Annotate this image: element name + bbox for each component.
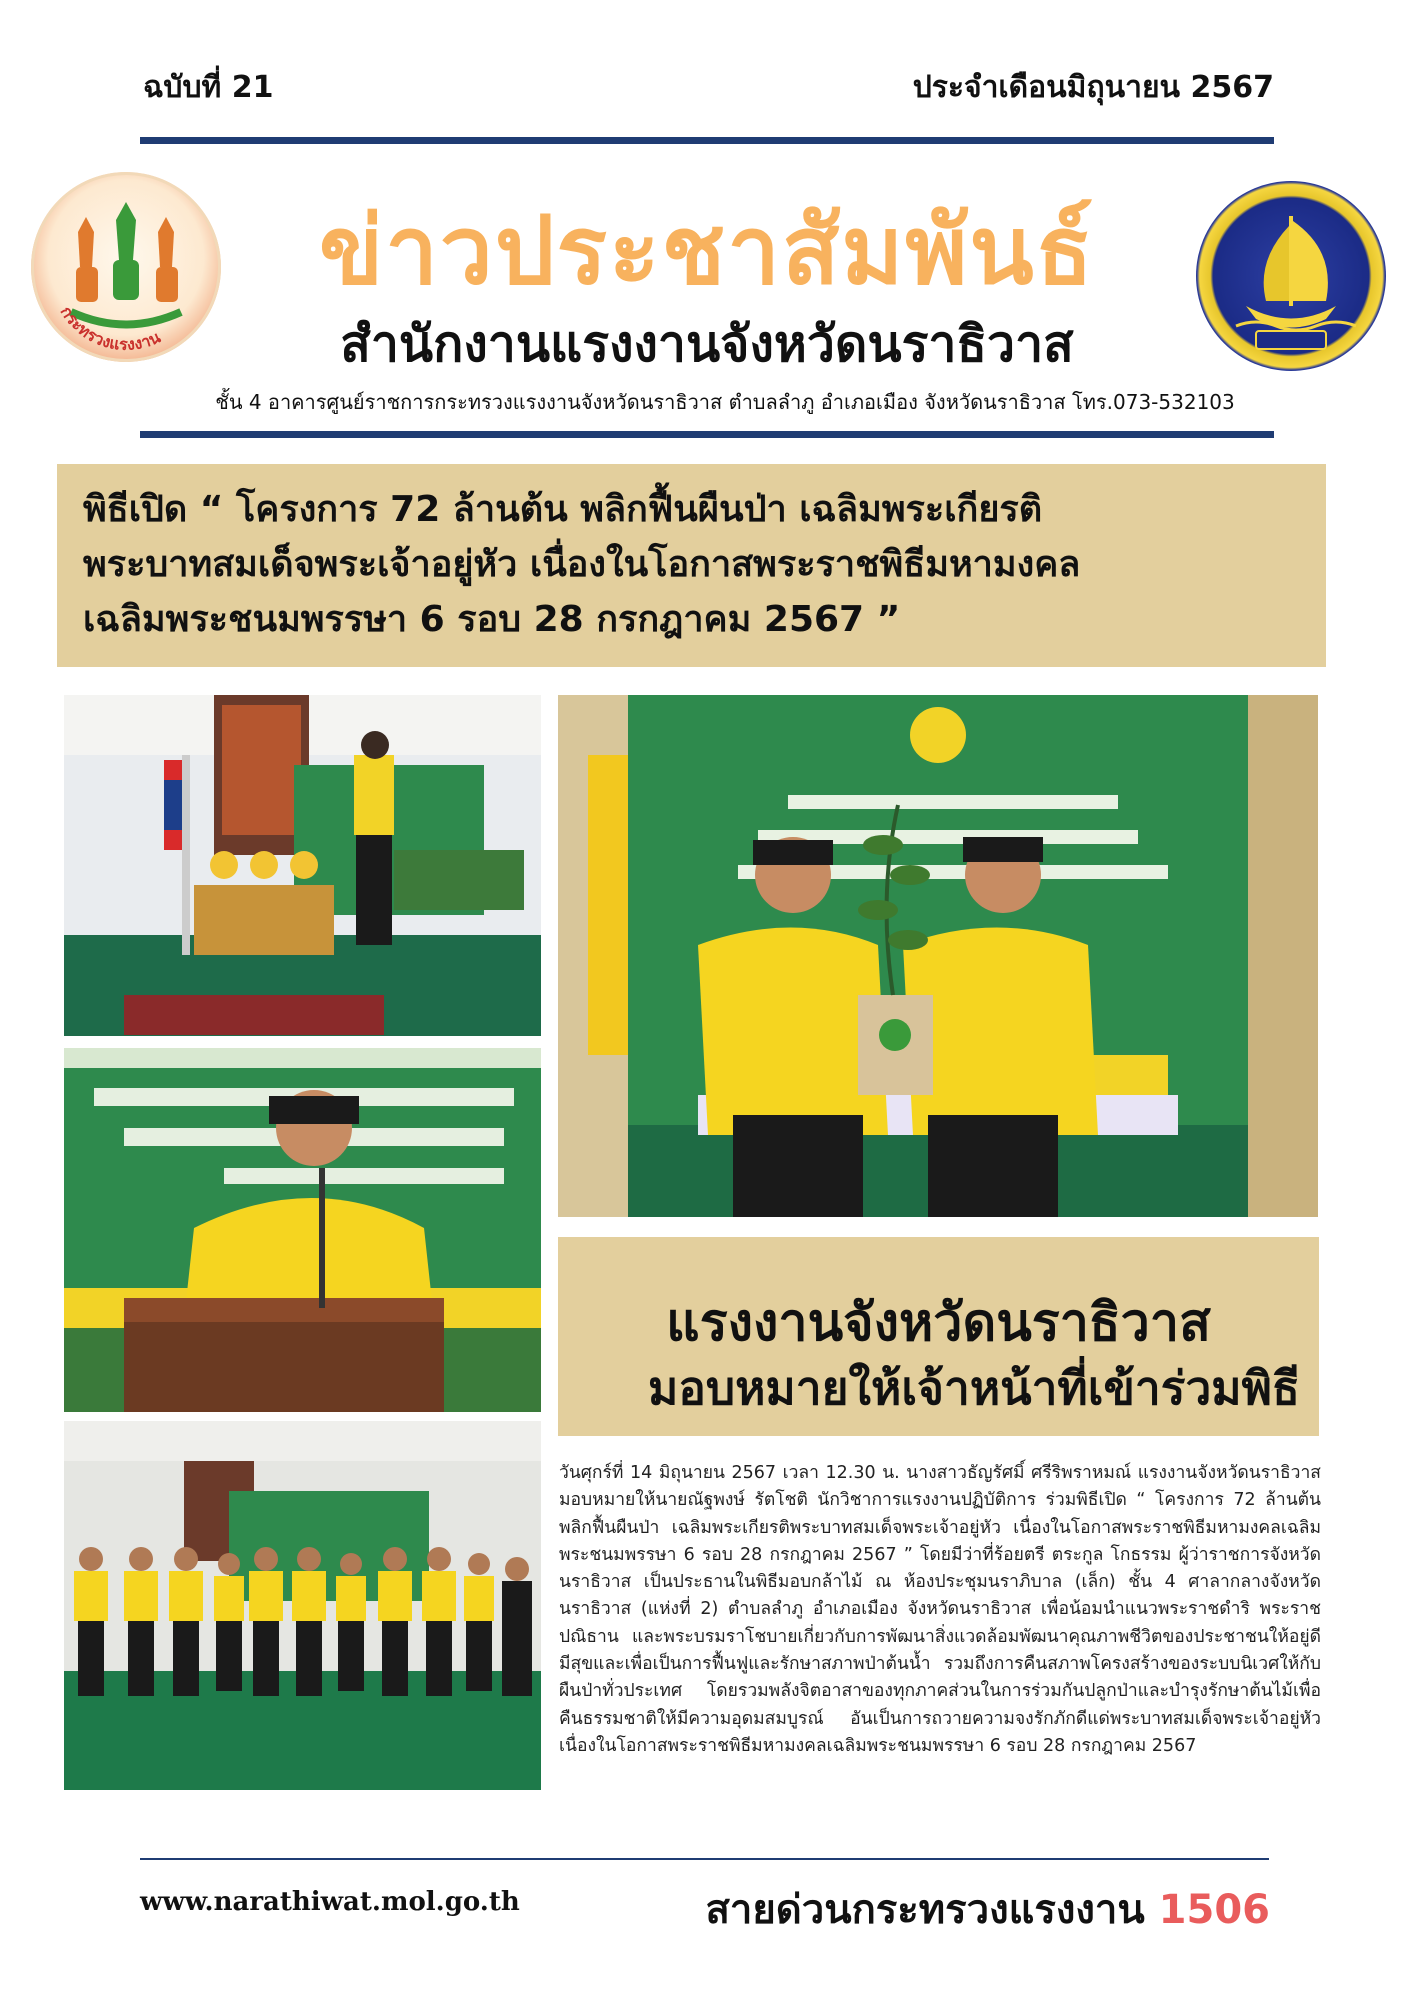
- issue-month: ประจำเดือนมิถุนายน 2567: [912, 70, 1274, 105]
- section-subheading: มอบหมายให้เจ้าหน้าที่เข้าร่วมพิธี: [647, 1361, 1300, 1415]
- section-heading: แรงงานจังหวัดนราธิวาส: [666, 1293, 1211, 1353]
- headline-line-1: พิธีเปิด “ โครงการ 72 ล้านต้น พลิกฟื้นผืนป่า เฉลิมพระเกียรติ: [83, 489, 1043, 530]
- photo-seedling-handover: [558, 695, 1318, 1217]
- ministry-of-labour-logo: [31, 172, 221, 362]
- footer-rule: [140, 1858, 1269, 1860]
- page-title: ข่าวประชาสัมพันธ์: [319, 197, 1095, 306]
- photo-speaker-podium: [64, 1048, 541, 1412]
- hotline-label: สายด่วนกระทรวงแรงงาน: [705, 1887, 1145, 1933]
- header-top-rule: [140, 137, 1274, 144]
- narathiwat-province-seal: [1196, 181, 1386, 371]
- website-link[interactable]: www.narathiwat.mol.go.th: [140, 1887, 520, 1917]
- headline-line-3: เฉลิมพระชนมพรรษา 6 รอบ 28 กรกฎาคม 2567 ”: [83, 599, 901, 640]
- issue-number: ฉบับที่ 21: [143, 70, 274, 105]
- office-address: ชั้น 4 อาคารศูนย์ราชการกระทรวงแรงงานจังหวัดนราธิวาส ตำบลลำภู อำเภอเมือง จังหวัดนราธิวาส โทร.073-532103: [215, 390, 1235, 414]
- header-bottom-rule: [140, 431, 1274, 438]
- headline: [83, 482, 1313, 647]
- article-body: วันศุกร์ที่ 14 มิถุนายน 2567 เวลา 12.30 น. นางสาวธัญรัศมิ์ ศรีริพราหมณ์ แรงงานจังหวัดนราธิวาส มอบหมายให้นายณัฐพงษ์ รัตโชติ นักวิชาการแรงงานปฏิบัติการ ร่วมพิธีเปิด “ โครงการ 72 ล้านต้น พลิกฟื้นผืนป่า เฉลิมพระเกียรติพระบาทสมเด็จพระเจ้าอยู่หัว เนื่องในโอกาสพระราชพิธีมหามงคลเฉลิมพระชนมพรรษา 6 รอบ 28 กรกฎาคม 2567 ” โดยมีว่าที่ร้อยตรี ตระกูล โกธรรม ผู้ว่าราชการจังหวัดนราธิวาส เป็นประธานในพิธีมอบกล้าไม้ ณ ห้องประชุมนราภิบาล (เล็ก) ชั้น 4 ศาลากลางจังหวัดนราธิวาส (แห่งที่ 2) ตำบลลำภู อำเภอเมือง จังหวัดนราธิวาส เพื่อน้อมนำแนวพระราชดำริ พระราชปณิธาน และพระบรมราโชบายเกี่ยวกับการพัฒนาสิ่งแวดล้อมพัฒนาคุณภาพชีวิตของประชาชนให้อยู่ดีมีสุขและเพื่อเป็นการฟื้นฟูและรักษาสภาพป่าต้นน้ำ รวมถึงการคืนสภาพโครงสร้างของระบบนิเวศให้กับผืนป่าทั่วประเทศ โดยรวมพลังจิตอาสาของทุกภาคส่วนในการร่วมกันปลูกป่าและบำรุงรักษาต้นไม้เพื่อคืนธรรมชาติให้มีความอุดมสมบูรณ์ อันเป็นการถวายความจงรักภักดีแด่พระบาทสมเด็จพระเจ้าอยู่หัว เนื่องในโอกาสพระราชพิธีมหามงคลเฉลิมพระชนมพรรษา 6 รอบ 28 กรกฎาคม 2567: [559, 1463, 1321, 1756]
- headline-line-2: พระบาทสมเด็จพระเจ้าอยู่หัว เนื่องในโอกาสพระราชพิธีมหามงคล: [83, 544, 1081, 585]
- photo-group: [64, 1421, 541, 1790]
- hotline: [705, 1877, 1270, 1941]
- office-name: สำนักงานแรงงานจังหวัดนราธิวาส: [340, 315, 1074, 373]
- hotline-number: 1506: [1158, 1887, 1270, 1933]
- photo-ceremony-altar: [64, 695, 541, 1036]
- left-logo-text: กระทรวงแรงงาน: [56, 302, 164, 354]
